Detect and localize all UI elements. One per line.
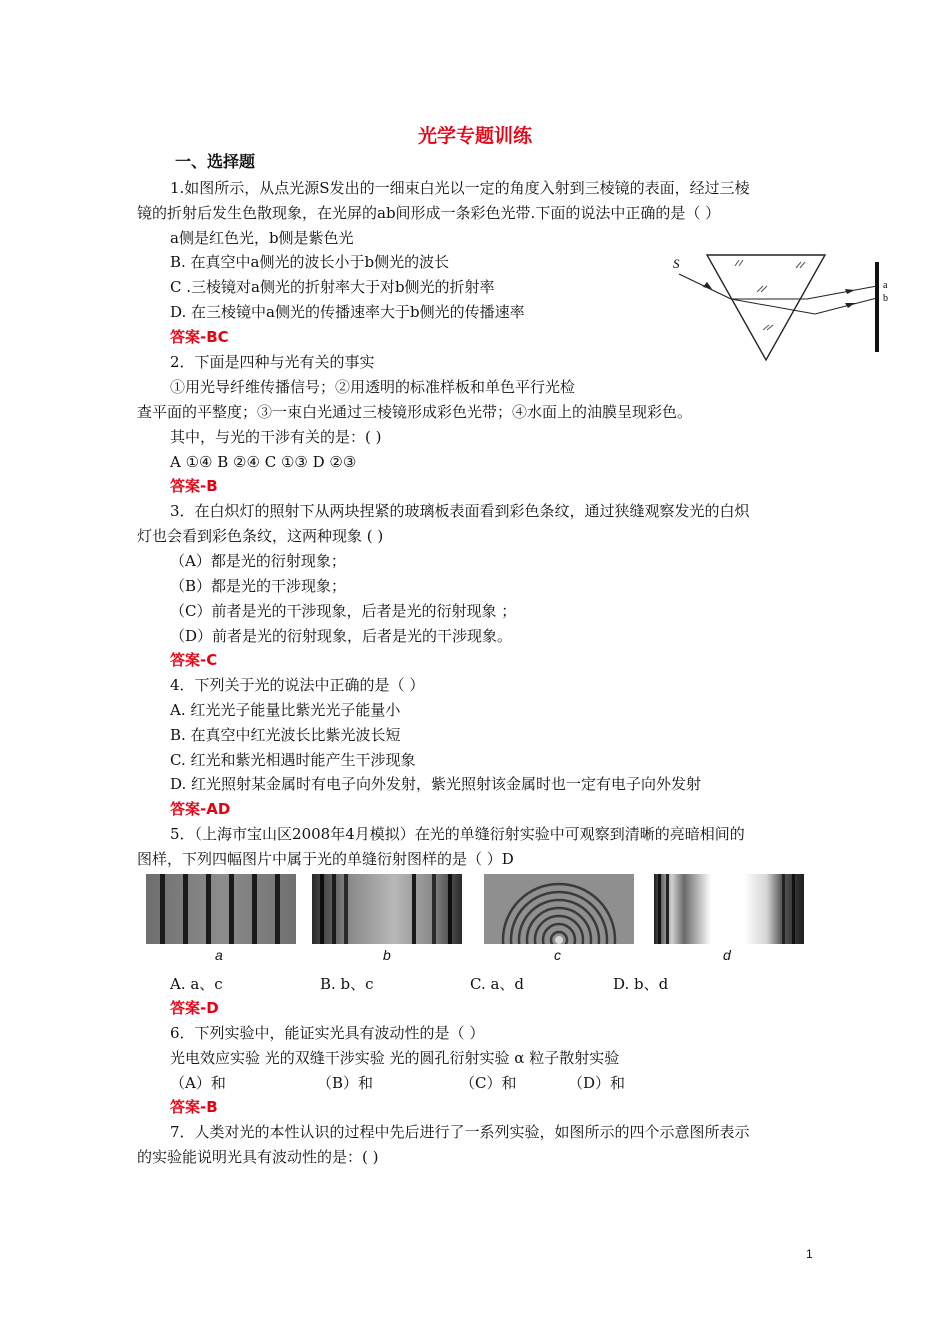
fig-label-a: a [883, 280, 888, 291]
q3-option-c: （C）前者是光的干涉现象，后者是光的衍射现象 ； [170, 602, 517, 620]
q5-stem-line1: 5．（上海市宝山区2008年4月模拟）在光的单缝衍射实验中可观察到清晰的亮暗相间的 [170, 825, 745, 843]
q6-items: 光电效应实验 光的双缝干涉实验 光的圆孔衍射实验 α 粒子散射实验 [170, 1049, 620, 1067]
q7-stem-line1: 7．人类对光的本性认识的过程中先后进行了一系列实验，如图所示的四个示意图所表示 [170, 1123, 750, 1141]
q4-option-d: D. 红光照射某金属时有电子向外发射，紫光照射该金属时也一定有电子向外发射 [170, 775, 702, 793]
q2-answer: 答案-B [170, 477, 218, 495]
fringe-image-b [312, 874, 462, 944]
q5-option-c: C. a、d [470, 975, 525, 993]
fringe-image-c [484, 874, 634, 944]
q5-option-d: D. b、d [613, 975, 669, 993]
q5-option-b: B. b、c [320, 975, 374, 993]
q6-option-c: （C）和 [460, 1074, 517, 1092]
q1-option-b: B. 在真空中a侧光的波长小于b侧光的波长 [170, 253, 450, 271]
fig-label-b: b [883, 293, 888, 304]
fig-label-s: S [673, 256, 680, 271]
section-heading: 一、选择题 [175, 152, 256, 171]
q3-answer: 答案-C [170, 651, 218, 669]
q6-option-d: （D）和 [568, 1074, 626, 1092]
q1-answer: 答案-BC [170, 328, 229, 346]
q1-stem-line2: 镜的折射后发生色散现象，在光屏的ab间形成一条彩色光带.下面的说法中正确的是（ ） [137, 204, 721, 222]
q6-option-a: （A）和 [170, 1074, 226, 1092]
q6-stem: 6．下列实验中，能证实光具有波动性的是（ ） [170, 1024, 485, 1042]
q2-stem-line4: 其中，与光的干涉有关的是：( ) [170, 428, 382, 446]
q4-answer: 答案-AD [170, 800, 231, 818]
q6-answer: 答案-B [170, 1098, 218, 1116]
q1-option-c: C .三棱镜对a侧光的折射率大于对b侧光的折射率 [170, 278, 495, 296]
prism-diagram [665, 246, 890, 364]
q6-option-b: （B）和 [317, 1074, 374, 1092]
image-label-b: b [383, 947, 391, 963]
q1-option-a: a侧是红色光，b侧是紫色光 [170, 229, 354, 247]
q4-option-a: A. 红光光子能量比紫光光子能量小 [170, 701, 401, 719]
q2-stem-line1: 2．下面是四种与光有关的事实 [170, 353, 375, 371]
image-label-d: d [723, 947, 731, 963]
q1-stem-line1: 1.如图所示，从点光源S发出的一细束白光以一定的角度入射到三棱镜的表面，经过三棱 [170, 179, 750, 197]
q4-stem: 4．下列关于光的说法中正确的是（ ） [170, 676, 425, 694]
q2-stem-line2: ①用光导纤维传播信号；②用透明的标准样板和单色平行光检 [170, 378, 576, 396]
q4-option-b: B. 在真空中红光波长比紫光波长短 [170, 726, 401, 744]
page-title: 光学专题训练 [417, 125, 532, 147]
q2-options: A ①④ B ②④ C ①③ D ②③ [170, 453, 357, 471]
image-label-c: c [554, 947, 561, 963]
q5-stem-line2: 图样，下列四幅图片中属于光的单缝衍射图样的是（ ）D [137, 850, 514, 868]
fringe-image-d [654, 874, 804, 944]
q5-option-a: A. a、c [170, 975, 223, 993]
page-number: 1 [806, 1247, 813, 1261]
q5-answer: 答案-D [170, 999, 219, 1017]
q2-stem-line3: 查平面的平整度；③一束白光通过三棱镜形成彩色光带；④水面上的油膜呈现彩色。 [137, 403, 693, 421]
q7-stem-line2: 的实验能说明光具有波动性的是：( ) [137, 1148, 379, 1166]
q1-option-d: D. 在三棱镜中a侧光的传播速率大于b侧光的传播速率 [170, 303, 525, 321]
q3-stem-line1: 3．在白炽灯的照射下从两块捏紧的玻璃板表面看到彩色条纹，通过狭缝观察发光的白炽 [170, 502, 750, 520]
q4-option-c: C. 红光和紫光相遇时能产生干涉现象 [170, 751, 416, 769]
image-label-a: a [215, 947, 223, 963]
q3-option-b: （B）都是光的干涉现象； [170, 577, 347, 595]
fringe-image-a [146, 874, 296, 944]
q3-option-a: （A）都是光的衍射现象； [170, 552, 346, 570]
q3-stem-line2: 灯也会看到彩色条纹，这两种现象 ( ) [137, 527, 384, 545]
q3-option-d: （D）前者是光的衍射现象，后者是光的干涉现象。 [170, 627, 513, 645]
